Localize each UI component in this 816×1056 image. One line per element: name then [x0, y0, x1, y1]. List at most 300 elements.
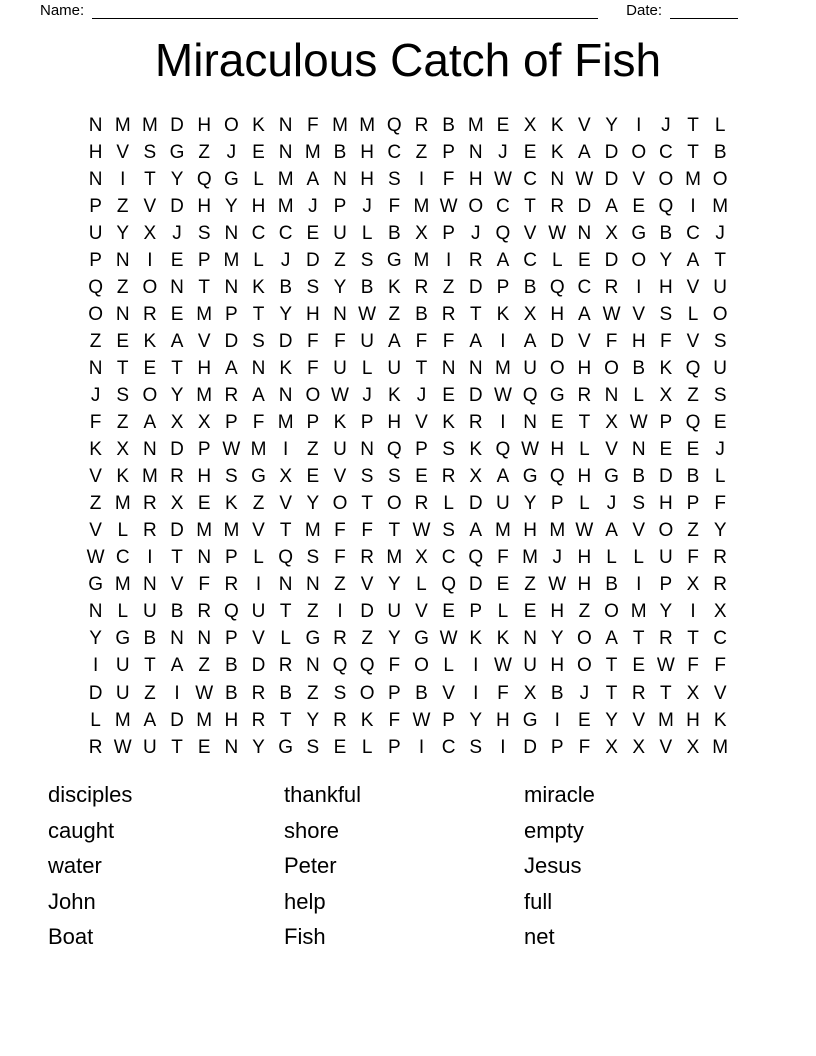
grid-letter: H	[523, 520, 537, 542]
grid-letter: K	[442, 412, 455, 434]
grid-letter: I	[147, 547, 153, 569]
grid-letter: U	[333, 439, 347, 461]
grid-letter: M	[223, 520, 240, 542]
grid-letter: D	[604, 141, 619, 163]
grid-letter: M	[141, 466, 158, 488]
grid-letter: Q	[685, 412, 701, 434]
grid-letter: N	[333, 303, 347, 325]
grid-letter: Q	[88, 276, 103, 298]
grid-letter: O	[577, 655, 592, 677]
grid-letter: K	[279, 357, 293, 379]
grid-letter: O	[142, 276, 158, 298]
grid-letter: Q	[685, 357, 701, 379]
grid-letter: N	[170, 628, 184, 650]
grid-letter: T	[116, 357, 129, 379]
grid-letter: N	[631, 439, 646, 461]
grid-letter: V	[578, 114, 591, 136]
grid-letter: C	[278, 222, 293, 244]
grid-letter: I	[174, 682, 180, 704]
grid-letter: Y	[605, 114, 618, 136]
grid-letter: N	[197, 547, 212, 569]
grid-letter: T	[252, 303, 265, 325]
grid-letter: T	[279, 709, 292, 731]
grid-letter: V	[89, 520, 102, 542]
grid-letter: J	[226, 141, 237, 163]
grid-letter: T	[144, 655, 156, 677]
grid-letter: R	[251, 709, 266, 731]
grid-letter: K	[713, 709, 727, 731]
grid-letter: Y	[252, 736, 265, 758]
grid-letter: B	[550, 682, 564, 704]
grid-letter: F	[687, 655, 699, 677]
grid-letter: L	[633, 384, 644, 406]
grid-letter: X	[523, 114, 537, 136]
grid-letter: S	[306, 276, 320, 298]
grid-letter: R	[414, 493, 429, 515]
grid-letter: S	[387, 466, 401, 488]
grid-letter: L	[551, 249, 563, 271]
grid-letter: M	[495, 357, 511, 379]
grid-letter: F	[714, 493, 726, 515]
grid-letter: E	[306, 222, 320, 244]
grid-letter: G	[549, 384, 565, 406]
grid-letter: A	[170, 655, 184, 677]
grid-letter: X	[605, 412, 618, 434]
grid-letter: Z	[687, 520, 699, 542]
grid-letter: J	[661, 114, 671, 136]
grid-letter: C	[115, 547, 130, 569]
grid-letter: B	[170, 601, 184, 623]
grid-letter: P	[333, 195, 347, 217]
grid-letter: X	[415, 222, 428, 244]
grid-letter: K	[252, 276, 265, 298]
grid-letter: D	[577, 195, 592, 217]
grid-letter: E	[306, 466, 320, 488]
grid-letter: N	[88, 601, 103, 623]
grid-letter: P	[415, 439, 428, 461]
grid-letter: C	[577, 276, 592, 298]
grid-letter: W	[493, 655, 512, 677]
grid-letter: N	[197, 628, 212, 650]
grid-letter: R	[713, 574, 728, 596]
grid-letter: M	[304, 520, 321, 542]
grid-letter: Y	[387, 574, 401, 596]
grid-letter: G	[386, 249, 402, 271]
grid-letter: F	[578, 736, 591, 758]
grid-letter: E	[686, 439, 700, 461]
grid-letter: M	[114, 709, 131, 731]
grid-letter: D	[251, 655, 266, 677]
grid-letter: H	[577, 466, 592, 488]
grid-letter: T	[388, 520, 401, 542]
grid-letter: W	[602, 303, 621, 325]
word-list-item: Peter	[284, 853, 337, 879]
grid-letter: F	[605, 330, 618, 352]
grid-letter: F	[198, 574, 210, 596]
grid-letter: C	[441, 547, 456, 569]
word-search-grid	[82, 112, 734, 761]
grid-letter: Z	[116, 412, 129, 434]
grid-letter: H	[197, 114, 212, 136]
grid-letter: P	[550, 493, 564, 515]
grid-letter: X	[605, 736, 618, 758]
grid-letter: Z	[307, 439, 319, 461]
grid-letter: X	[686, 682, 700, 704]
grid-letter: D	[360, 601, 374, 623]
grid-letter: R	[197, 601, 212, 623]
grid-letter: I	[473, 682, 479, 704]
grid-letter: Z	[116, 276, 129, 298]
grid-letter: W	[629, 412, 648, 434]
grid-letter: J	[90, 384, 101, 406]
grid-letter: Y	[469, 709, 483, 731]
grid-letter: D	[468, 276, 483, 298]
grid-letter: H	[360, 141, 374, 163]
grid-letter: U	[387, 601, 402, 623]
grid-letter: O	[631, 141, 647, 163]
grid-letter: J	[498, 141, 508, 163]
grid-letter: M	[657, 709, 674, 731]
grid-letter: W	[548, 222, 567, 244]
grid-letter: L	[90, 709, 101, 731]
grid-letter: C	[686, 222, 700, 244]
page-title: Miraculous Catch of Fish	[154, 34, 662, 86]
grid-letter: N	[278, 574, 293, 596]
grid-letter: X	[605, 222, 618, 244]
grid-letter: Q	[386, 114, 402, 136]
grid-letter: W	[86, 547, 105, 569]
grid-letter: T	[469, 303, 482, 325]
grid-letter: E	[143, 357, 157, 379]
grid-letter: X	[632, 736, 646, 758]
grid-letter: N	[143, 574, 157, 596]
grid-letter: P	[225, 412, 238, 434]
grid-letter: R	[713, 547, 728, 569]
grid-letter: L	[497, 601, 509, 623]
word-list-column	[284, 777, 361, 955]
grid-letter: K	[496, 303, 510, 325]
grid-letter: E	[197, 493, 211, 515]
grid-letter: L	[687, 303, 699, 325]
grid-letter: E	[252, 141, 265, 163]
grid-letter: Y	[170, 168, 184, 190]
grid-letter: N	[88, 168, 103, 190]
grid-letter: U	[143, 601, 157, 623]
grid-letter: T	[279, 520, 292, 542]
grid-letter: B	[523, 276, 537, 298]
grid-letter: E	[197, 736, 211, 758]
grid-letter: X	[170, 412, 184, 434]
grid-letter: D	[170, 114, 184, 136]
grid-letter: Q	[549, 466, 565, 488]
grid-letter: M	[495, 520, 511, 542]
grid-letter: D	[170, 709, 184, 731]
grid-letter: K	[469, 628, 483, 650]
grid-letter: N	[523, 412, 537, 434]
grid-letter: L	[714, 114, 726, 136]
grid-letter: A	[170, 330, 184, 352]
grid-letter: B	[442, 114, 455, 136]
grid-letter: F	[334, 330, 346, 352]
word-list-item: net	[524, 924, 555, 950]
grid-letter: V	[686, 330, 700, 352]
grid-letter: L	[117, 601, 129, 623]
grid-letter: X	[143, 222, 157, 244]
word-list-item: help	[284, 888, 326, 914]
grid-letter: K	[387, 276, 401, 298]
grid-letter: I	[690, 195, 696, 217]
grid-letter: W	[493, 168, 512, 190]
grid-letter: V	[415, 412, 428, 434]
grid-letter: I	[283, 439, 289, 461]
grid-letter: F	[334, 520, 346, 542]
grid-letter: F	[307, 357, 319, 379]
date-blank-line	[670, 1, 738, 19]
grid-letter: T	[279, 601, 292, 623]
grid-letter: Z	[89, 330, 102, 352]
grid-letter: F	[388, 195, 401, 217]
grid-letter: R	[441, 466, 456, 488]
grid-letter: Q	[332, 655, 348, 677]
grid-letter: F	[687, 547, 699, 569]
grid-letter: L	[361, 736, 373, 758]
grid-letter: F	[334, 547, 346, 569]
grid-letter: W	[412, 709, 431, 731]
grid-letter: N	[88, 357, 103, 379]
grid-letter: A	[225, 357, 238, 379]
word-list-item: shore	[284, 817, 340, 843]
grid-letter: O	[88, 303, 103, 325]
grid-letter: V	[116, 141, 130, 163]
grid-letter: Z	[307, 682, 319, 704]
grid-letter: R	[468, 249, 483, 271]
grid-letter: T	[687, 628, 699, 650]
grid-letter: N	[251, 357, 266, 379]
grid-letter: L	[117, 520, 129, 542]
grid-letter: K	[496, 628, 510, 650]
grid-letter: A	[496, 466, 510, 488]
grid-letter: M	[114, 574, 131, 596]
grid-letter: Y	[387, 628, 401, 650]
grid-letter: E	[659, 439, 673, 461]
grid-letter: B	[632, 466, 646, 488]
grid-letter: J	[579, 682, 590, 704]
grid-letter: N	[115, 249, 130, 271]
grid-letter: U	[333, 222, 347, 244]
grid-letter: T	[687, 114, 699, 136]
grid-letter: M	[712, 195, 729, 217]
grid-letter: Q	[468, 547, 484, 569]
grid-letter: X	[116, 439, 130, 461]
grid-letter: J	[715, 439, 725, 461]
grid-letter: E	[170, 303, 184, 325]
date-label: Date:	[626, 2, 662, 19]
name-label: Name:	[40, 2, 85, 19]
grid-letter: E	[442, 384, 455, 406]
grid-letter: Z	[334, 574, 346, 596]
grid-letter: W	[195, 682, 214, 704]
grid-letter: M	[196, 709, 213, 731]
grid-letter: A	[496, 249, 510, 271]
grid-letter: R	[278, 655, 293, 677]
grid-letter: S	[713, 330, 727, 352]
grid-letter: D	[604, 249, 619, 271]
grid-letter: T	[605, 682, 618, 704]
grid-letter: S	[442, 520, 455, 542]
grid-letter: K	[89, 439, 102, 461]
grid-letter: I	[473, 655, 479, 677]
grid-letter: R	[251, 682, 266, 704]
grid-letter: O	[604, 357, 619, 379]
grid-letter: H	[550, 655, 565, 677]
grid-letter: B	[686, 466, 700, 488]
grid-letter: L	[714, 466, 726, 488]
grid-letter: H	[197, 357, 212, 379]
grid-letter: Z	[361, 628, 373, 650]
grid-letter: X	[523, 303, 537, 325]
grid-letter: N	[143, 439, 157, 461]
grid-letter: N	[278, 384, 293, 406]
grid-letter: J	[416, 384, 427, 406]
grid-letter: P	[442, 709, 455, 731]
grid-letter: V	[632, 168, 646, 190]
grid-letter: G	[115, 628, 131, 650]
grid-letter: M	[467, 114, 484, 136]
grid-letter: A	[143, 709, 157, 731]
grid-letter: S	[197, 222, 211, 244]
grid-letter: H	[197, 195, 212, 217]
grid-letter: O	[332, 493, 348, 515]
grid-letter: T	[198, 276, 210, 298]
grid-letter: B	[225, 655, 238, 677]
grid-letter: V	[659, 736, 673, 758]
grid-letter: X	[197, 412, 211, 434]
grid-letter: E	[578, 249, 591, 271]
word-list-item: caught	[48, 817, 115, 843]
grid-letter: M	[304, 141, 321, 163]
grid-letter: M	[277, 168, 294, 190]
grid-letter: M	[386, 547, 403, 569]
grid-letter: K	[550, 114, 564, 136]
grid-letter: Z	[252, 493, 265, 515]
grid-letter: F	[660, 330, 672, 352]
grid-letter: V	[170, 574, 184, 596]
grid-letter: Q	[495, 222, 511, 244]
grid-letter: G	[251, 466, 266, 488]
grid-letter: P	[306, 412, 320, 434]
grid-letter: V	[333, 466, 347, 488]
grid-letter: L	[361, 357, 373, 379]
grid-letter: F	[442, 168, 455, 190]
grid-letter: R	[360, 547, 374, 569]
grid-letter: N	[550, 168, 565, 190]
grid-letter: W	[548, 574, 567, 596]
grid-letter: A	[605, 195, 618, 217]
grid-letter: S	[469, 736, 483, 758]
grid-letter: S	[143, 141, 157, 163]
grid-letter: F	[307, 114, 319, 136]
grid-letter: F	[388, 709, 401, 731]
grid-letter: M	[114, 114, 131, 136]
grid-letter: A	[605, 520, 618, 542]
grid-letter: Z	[687, 384, 699, 406]
grid-letter: D	[550, 330, 565, 352]
grid-letter: U	[523, 655, 537, 677]
grid-letter: B	[225, 682, 238, 704]
grid-letter: U	[115, 682, 130, 704]
grid-letter: R	[550, 195, 565, 217]
grid-letter: X	[523, 682, 537, 704]
grid-letter: H	[658, 493, 673, 515]
grid-letter: R	[143, 303, 157, 325]
grid-letter: X	[415, 547, 428, 569]
grid-letter: N	[523, 628, 537, 650]
grid-letter: J	[172, 222, 182, 244]
grid-letter: V	[89, 466, 102, 488]
grid-letter: Y	[713, 520, 727, 542]
grid-letter: Y	[89, 628, 102, 650]
grid-letter: K	[550, 141, 564, 163]
grid-letter: E	[442, 601, 455, 623]
grid-letter: E	[632, 655, 646, 677]
grid-letter: B	[415, 682, 428, 704]
grid-letter: D	[658, 466, 673, 488]
grid-letter: J	[552, 547, 562, 569]
grid-letter: R	[604, 276, 619, 298]
grid-letter: E	[116, 330, 130, 352]
grid-letter: J	[362, 384, 372, 406]
grid-letter: T	[144, 168, 156, 190]
grid-letter: N	[278, 114, 293, 136]
grid-letter: X	[686, 574, 700, 596]
grid-letter: R	[333, 628, 347, 650]
grid-letter: C	[441, 736, 456, 758]
grid-letter: V	[713, 682, 727, 704]
name-blank-line	[92, 1, 598, 19]
grid-letter: M	[359, 114, 376, 136]
grid-letter: I	[418, 168, 425, 190]
grid-letter: U	[115, 655, 130, 677]
grid-letter: L	[443, 655, 454, 677]
grid-letter: V	[360, 574, 374, 596]
word-list-column	[524, 777, 595, 955]
grid-letter: Q	[386, 439, 402, 461]
grid-letter: U	[523, 357, 537, 379]
grid-letter: M	[522, 547, 538, 569]
grid-letter: J	[606, 493, 617, 515]
grid-letter: N	[468, 141, 483, 163]
word-list-item: Fish	[284, 924, 326, 950]
grid-letter: E	[713, 412, 727, 434]
grid-letter: P	[550, 736, 564, 758]
grid-letter: P	[496, 276, 510, 298]
grid-letter: F	[252, 412, 265, 434]
grid-letter: L	[633, 547, 644, 569]
grid-letter: K	[252, 114, 265, 136]
grid-letter: P	[442, 141, 455, 163]
word-list-item: miracle	[524, 782, 595, 807]
grid-letter: L	[579, 493, 590, 515]
grid-letter: G	[223, 168, 239, 190]
grid-letter: E	[496, 574, 510, 596]
grid-letter: N	[305, 655, 320, 677]
grid-letter: K	[360, 709, 374, 731]
grid-letter: I	[554, 709, 560, 731]
grid-letter: Y	[523, 493, 537, 515]
grid-letter: P	[197, 439, 211, 461]
grid-letter: P	[442, 222, 455, 244]
grid-letter: R	[441, 303, 456, 325]
